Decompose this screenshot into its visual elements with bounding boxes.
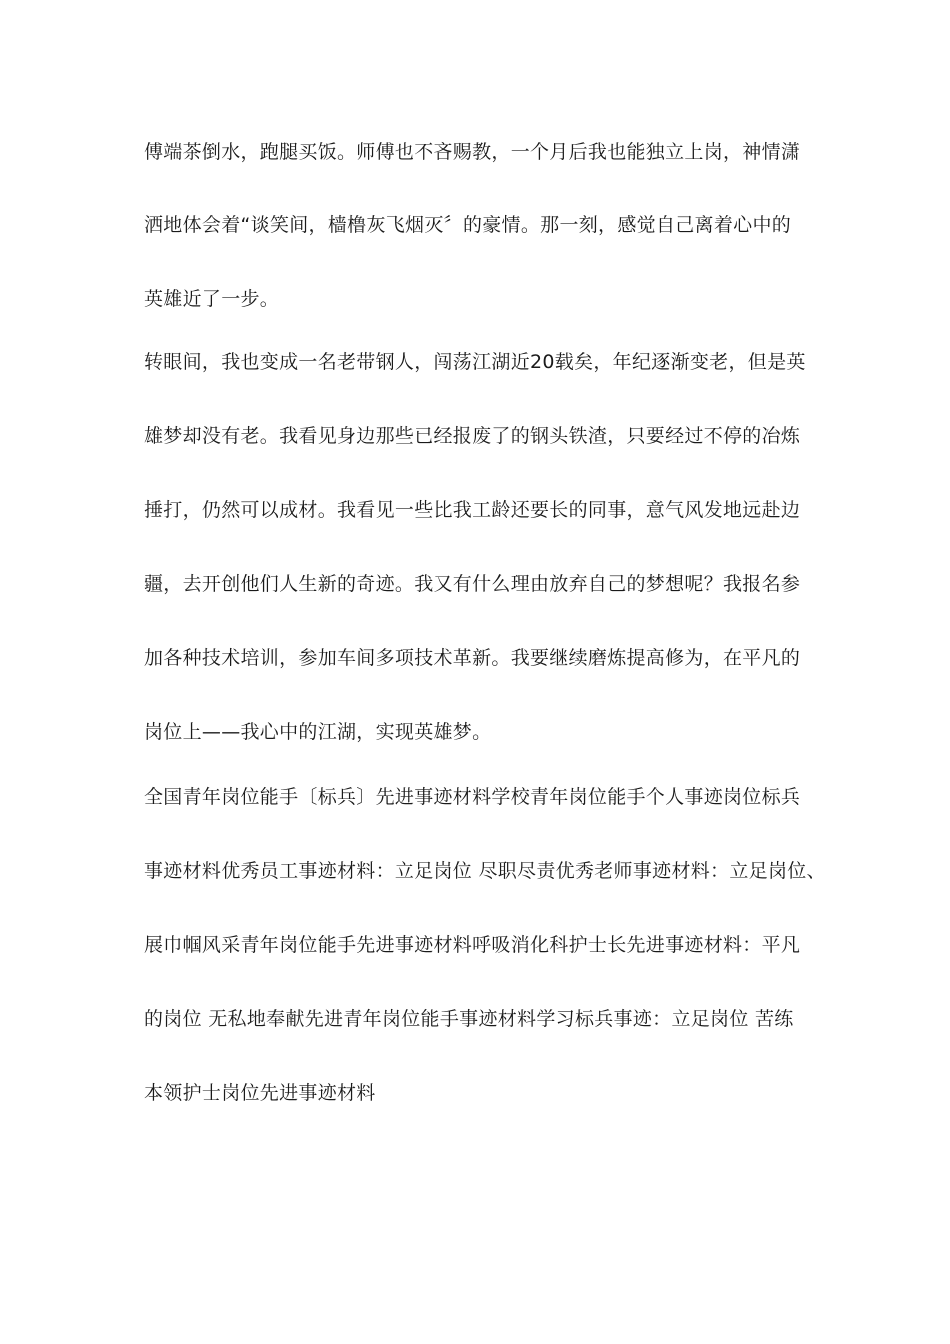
text-line: 全国青年岗位能手〔标兵〕先进事迹材料学校青年岗位能手个人事迹岗位标兵 — [144, 786, 801, 808]
text-line: 洒地体会着“谈笑间，樯橹灰飞烟灭〞的豪情。那一刻，感觉自己离着心中的 — [144, 214, 792, 236]
text-line: 展巾帼风采青年岗位能手先进事迹材料呼吸消化科护士长先进事迹材料：平凡 — [144, 934, 801, 956]
text-line: 本领护士岗位先进事迹材料 — [144, 1082, 376, 1104]
text-line: 的岗位 无私地奉献先进青年岗位能手事迹材料学习标兵事迹：立足岗位 苦练 — [144, 1008, 794, 1030]
text-line: 加各种技术培训，参加车间多项技术革新。我要继续磨炼提高修为，在平凡的 — [144, 647, 801, 669]
text-line: 英雄近了一步。 — [144, 288, 280, 310]
text-line: 转眼间，我也变成一名老带钢人，闯荡江湖近20载矣，年纪逐渐变老，但是英 — [144, 351, 806, 373]
text-line: 傅端茶倒水，跑腿买饭。师傅也不吝赐教，一个月后我也能独立上岗，神情潇 — [144, 141, 801, 163]
text-line: 雄梦却没有老。我看见身边那些已经报废了的钢头铁渣，只要经过不停的冶炼 — [144, 425, 801, 447]
text-line: 捶打，仍然可以成材。我看见一些比我工龄还要长的同事，意气风发地远赴边 — [144, 499, 801, 521]
text-line: 事迹材料优秀员工事迹材料：立足岗位 尽职尽责优秀老师事迹材料：立足岗位、 — [144, 860, 826, 882]
text-line: 疆，去开创他们人生新的奇迹。我又有什么理由放弃自己的梦想呢？我报名参 — [144, 573, 801, 595]
text-line: 岗位上——我心中的江湖，实现英雄梦。 — [144, 721, 492, 743]
